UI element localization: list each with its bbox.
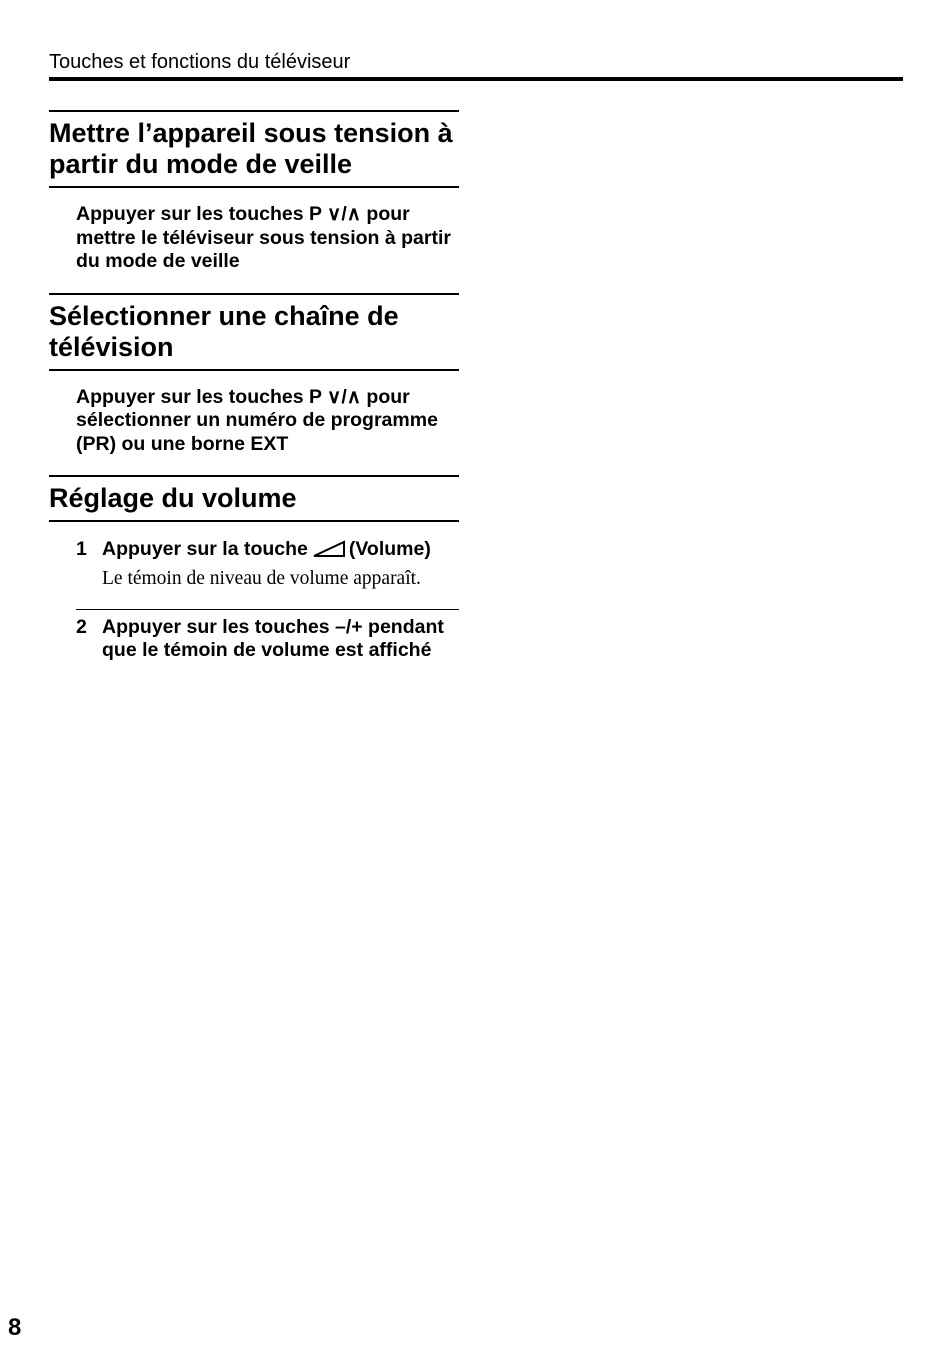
page-number: 8 — [8, 1314, 22, 1341]
section-body-select-channel: Appuyer sur les touches P ∨/∧ pour sélectionner un numéro de programme (PR) ou une borne EXT — [76, 385, 438, 455]
step-text-after-icon: (Volume) — [348, 538, 431, 560]
section-volume — [49, 475, 459, 663]
step-1 — [76, 538, 459, 590]
section-title-select-channel: Sélectionner une chaîne de télévision — [49, 293, 459, 371]
section-power-on — [49, 110, 459, 293]
content-column — [49, 110, 459, 663]
step-number: 2 — [76, 615, 87, 638]
volume-icon — [312, 540, 346, 565]
volume-steps — [49, 522, 459, 663]
section-select-channel — [49, 293, 459, 476]
section-title-power-on: Mettre l’appareil sous tension à partir du mode de veille — [49, 110, 459, 188]
header-rule — [49, 77, 903, 81]
step-instruction — [102, 538, 459, 565]
running-header: Touches et fonctions du téléviseur — [49, 51, 351, 73]
step-instruction: Appuyer sur les touches –/+ pendant que le témoin de volume est affiché — [102, 615, 444, 661]
step-2 — [76, 609, 459, 663]
section-title-volume: Réglage du volume — [49, 475, 459, 522]
step-text-before-icon: Appuyer sur la touche — [102, 538, 308, 560]
step-note: Le témoin de niveau de volume apparaît. — [102, 567, 421, 589]
section-body-power-on: Appuyer sur les touches P ∨/∧ pour mettre le téléviseur sous tension à partir du mode de veille — [76, 203, 451, 272]
step-number: 1 — [76, 538, 87, 560]
